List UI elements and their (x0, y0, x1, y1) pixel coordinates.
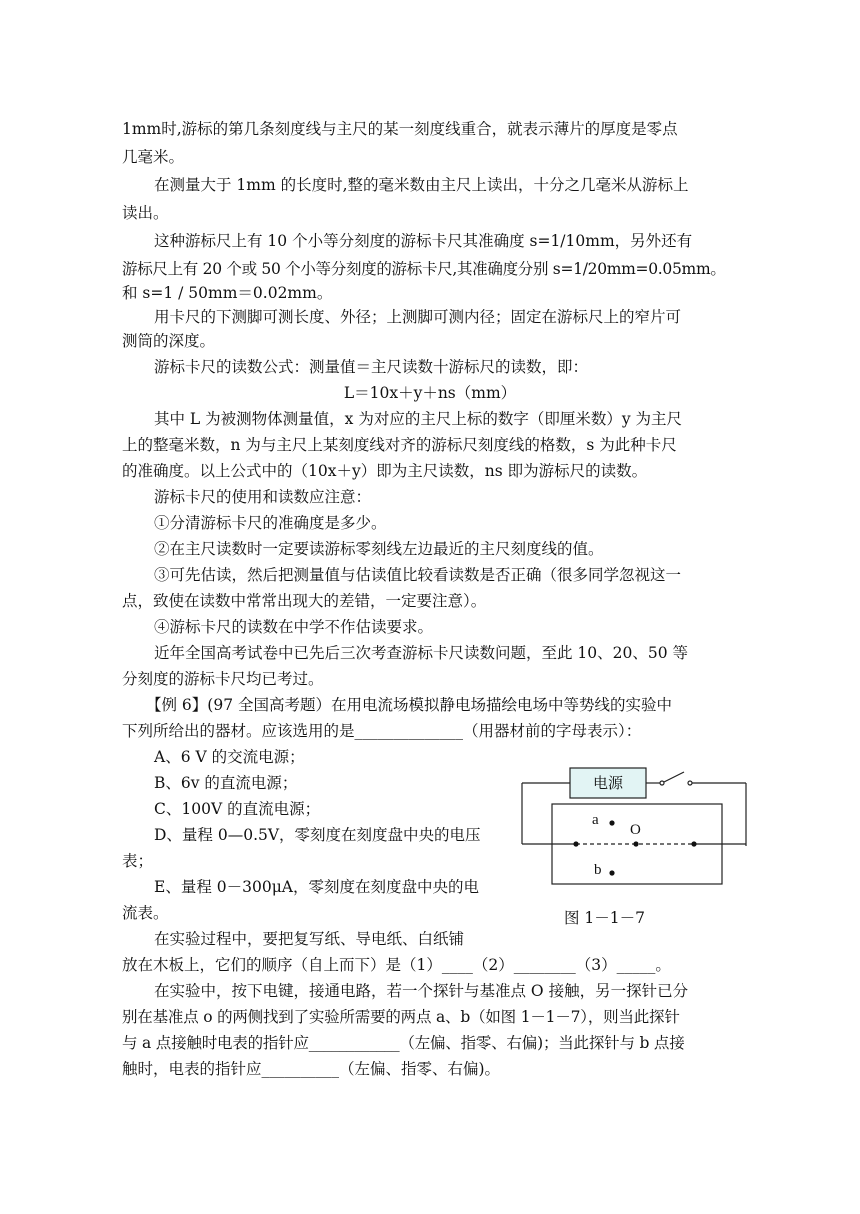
text-line: 放在木板上，它们的顺序（自上而下）是（1）____（2）________（3）_____。 (122, 956, 671, 974)
switch-contact (660, 781, 664, 785)
text-line: ③可先估读，然后把测量值与估读值比较看读数是否正确（很多同学忽视这一 (154, 566, 682, 584)
text-line: 下列所给出的器材。应该选用的是______________（用器材前的字母表示）： (122, 722, 642, 740)
figure-caption: 图 1－1－7 (564, 909, 646, 927)
option-b: B、6v 的直流电源； (154, 774, 298, 792)
text-line: ①分清游标卡尺的准确度是多少。 (154, 514, 387, 532)
option-c: C、100V 的直流电源； (154, 800, 321, 818)
text-line: 在实验过程中，要把复写纸、导电纸、白纸铺 (154, 930, 465, 948)
text-line: 1mm时,游标的第几条刻度线与主尺的某一刻度线重合，就表示薄片的厚度是零点 (122, 120, 678, 138)
text-line: 在测量大于 1mm 的长度时,整的毫米数由主尺上读出，十分之几毫米从游标上 (154, 176, 689, 194)
text-line: 表； (122, 852, 154, 870)
switch-blade (664, 772, 684, 782)
text-line: 与 a 点接触时电表的指针应____________（左偏、指零、右偏)；当此探针与 b 点接 (122, 1034, 685, 1052)
text-line: 测筒的深度。 (122, 332, 216, 350)
point-b-dot (609, 870, 614, 875)
text-line: 点，致使在读数中常常出现大的差错，一定要注意）。 (122, 592, 487, 610)
text-line: 用卡尺的下测脚可测长度、外径；上测脚可测内径；固定在游标尺上的窄片可 (154, 308, 682, 326)
text-line: 游标卡尺的读数公式：测量值＝主尺读数十游标尺的读数，即： (154, 358, 589, 376)
point-o-dot (633, 841, 638, 846)
text-line: 近年全国高考试卷中已先后三次考查游标卡尺读数问题，至此 10、20、50 等 (154, 644, 689, 662)
power-source-label: 电源 (592, 774, 623, 792)
text-line: 别在基准点 o 的两侧找到了实验所需要的两点 a、b（如图 1－1－7），则当此探针 (122, 1008, 680, 1026)
circuit-figure (512, 756, 762, 936)
text-line: 流表。 (122, 904, 169, 922)
switch-contact (688, 781, 692, 785)
text-line: 上的整毫米数，n 为与主尺上某刻度线对齐的游标尺刻度线的格数，s 为此种卡尺 (122, 436, 677, 454)
text-line: 在实验中，按下电键，接通电路，若一个探针与基准点 O 接触，另一探针已分 (154, 982, 689, 1000)
electrode-right (691, 841, 696, 846)
point-a-label: a (592, 812, 599, 828)
option-d: D、量程 0—0.5V，零刻度在刻度盘中央的电压 (154, 826, 481, 844)
text-line: ②在主尺读数时一定要读游标零刻线左边最近的主尺刻度线的值。 (154, 540, 604, 558)
text-line: 游标尺上有 20 个或 50 个小等分刻度的游标卡尺,其准确度分别 s=1/20mm=0.05mm。 (122, 260, 726, 278)
text-line: 分刻度的游标卡尺均已考过。 (122, 670, 324, 688)
option-a: A、6 V 的交流电源； (154, 748, 305, 766)
point-o-label: O (630, 822, 641, 838)
text-line: 几毫米。 (122, 148, 185, 166)
text-line: 【例 6】(97 全国高考题）在用电流场模拟静电场描绘电场中等势线的实验中 (146, 696, 672, 714)
text-line: 其中 L 为被测物体测量值，x 为对应的主尺上标的数字（即厘米数）y 为主尺 (154, 410, 683, 428)
point-b-label: b (594, 862, 602, 878)
text-line: 读出。 (122, 204, 169, 222)
option-e: E、量程 0－300μA，零刻度在刻度盘中央的电 (154, 878, 479, 896)
text-line: 触时，电表的指针应__________（左偏、指零、右偏)。 (122, 1060, 501, 1078)
text-line: 游标卡尺的使用和读数应注意： (154, 488, 372, 506)
text-line: 这种游标尺上有 10 个小等分刻度的游标卡尺其准确度 s=1/10mm，另外还有 (154, 232, 693, 250)
text-line: 和 s=1 / 50mm＝0.02mm。 (122, 284, 333, 302)
text-line: ④游标卡尺的读数在中学不作估读要求。 (154, 618, 434, 636)
formula: L＝10x＋y＋ns（mm） (343, 384, 517, 402)
electrode-left (573, 841, 578, 846)
text-line: 的准确度。以上公式中的（10x＋y）即为主尺读数，ns 即为游标尺的读数。 (122, 462, 648, 480)
point-a-dot (609, 820, 614, 825)
